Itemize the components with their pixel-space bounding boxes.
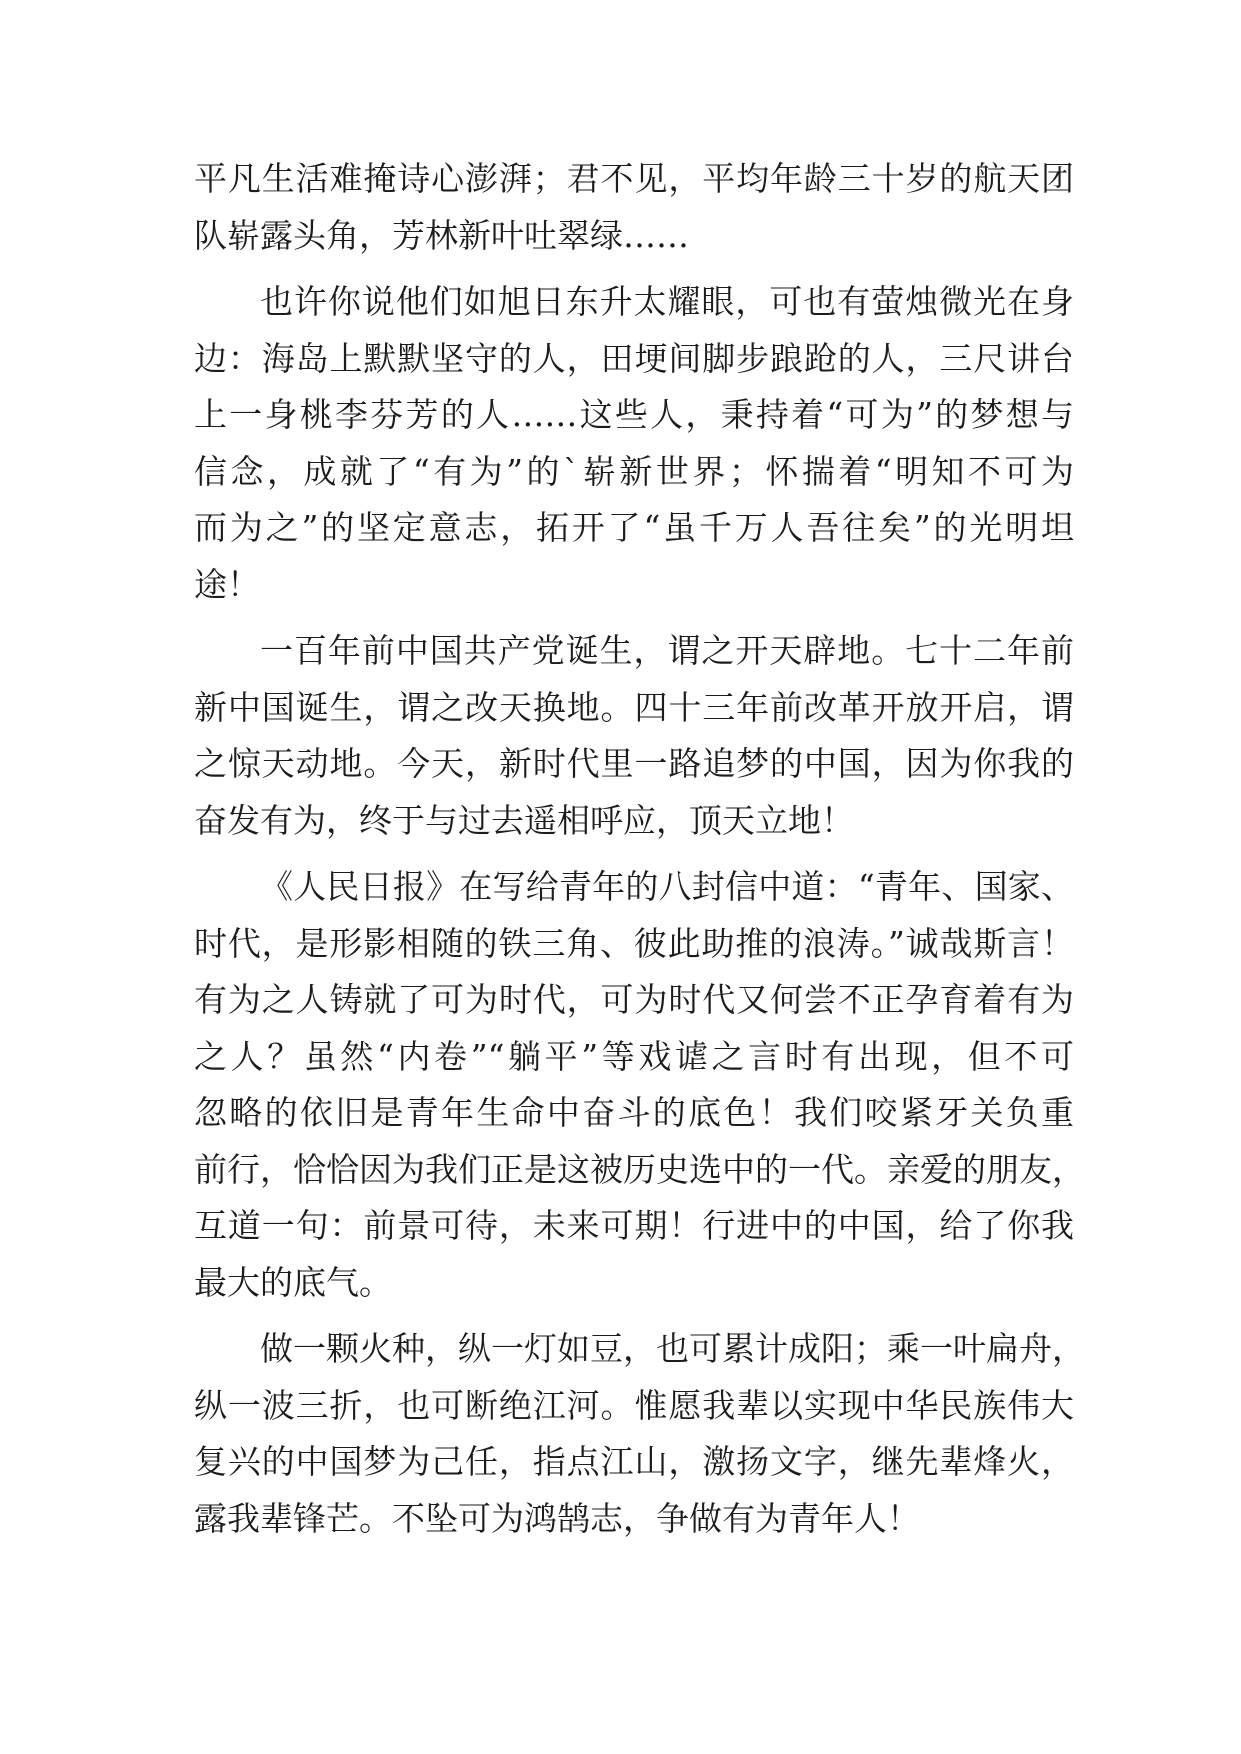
text-line: 前行，恰恰因为我们正是这被历史选中的一代。亲爱的朋友， bbox=[194, 1149, 1085, 1189]
paragraph bbox=[194, 151, 1074, 264]
text-line: 最大的底气。 bbox=[194, 1262, 392, 1302]
paragraph-gap bbox=[194, 264, 1074, 274]
text-line: 露我辈锋芒。不坠可为鸿鹄志，争做有为青年人！ bbox=[194, 1498, 920, 1538]
text-line: 纵一波三折，也可断绝江河。惟愿我辈以实现中华民族伟大 bbox=[194, 1385, 1074, 1425]
text-line: 边：海岛上默默坚守的人，田埂间脚步踉跄的人，三尺讲台 bbox=[194, 338, 1074, 378]
text-line: 之人？虽然“内卷”“躺平”等戏谑之言时有出现，但不可 bbox=[194, 1036, 1074, 1076]
paragraph-gap bbox=[194, 849, 1074, 859]
text-line: 奋发有为，终于与过去遥相呼应，顶天立地！ bbox=[194, 800, 854, 840]
text-line: 信念，成就了“有为”的`崭新世界；怀揣着“明知不可为 bbox=[194, 451, 1074, 491]
paragraph-gap bbox=[194, 1311, 1074, 1321]
text-line: 忽略的依旧是青年生命中奋斗的底色！我们咬紧牙关负重 bbox=[194, 1093, 1074, 1132]
text-line: 一百年前中国共产党诞生，谓之开天辟地。七十二年前 bbox=[260, 631, 1074, 670]
text-line: 之惊天动地。今天，新时代里一路追梦的中国，因为你我的 bbox=[194, 744, 1074, 783]
paragraph bbox=[194, 1321, 1085, 1547]
text-line: 时代，是形影相随的铁三角、彼此助推的浪涛。”诚哉斯言！ bbox=[194, 923, 1074, 963]
text-line: 《人民日报》在写给青年的八封信中道：“青年、国家、 bbox=[260, 867, 1074, 906]
paragraph bbox=[194, 623, 1074, 849]
text-line: 做一颗火种，纵一灯如豆，也可累计成阳；乘一叶扁舟， bbox=[260, 1329, 1085, 1368]
paragraph-gap bbox=[194, 613, 1074, 623]
paragraph bbox=[194, 274, 1074, 613]
text-line: 途！ bbox=[194, 564, 260, 604]
text-line: 上一身桃李芬芳的人……这些人，秉持着“可为”的梦想与 bbox=[194, 395, 1074, 434]
text-line: 也许你说他们如旭日东升太耀眼，可也有萤烛微光在身 bbox=[260, 282, 1074, 321]
text-line: 新中国诞生，谓之改天换地。四十三年前改革开放开启，谓 bbox=[194, 687, 1074, 727]
text-line: 而为之”的坚定意志，拓开了“虽千万人吾往矣”的光明坦 bbox=[194, 508, 1074, 547]
paragraph bbox=[194, 859, 1085, 1311]
text-line: 互道一句：前景可待，未来可期！行进中的中国，给了你我 bbox=[194, 1206, 1074, 1245]
text-line: 有为之人铸就了可为时代，可为时代又何尝不正孕育着有为 bbox=[194, 980, 1074, 1019]
text-line: 队崭露头角，芳林新叶吐翠绿…… bbox=[194, 215, 689, 255]
text-line: 复兴的中国梦为己任，指点江山，激扬文字，继先辈烽火， bbox=[194, 1442, 1074, 1481]
text-line: 平凡生活难掩诗心澎湃；君不见，平均年龄三十岁的航天团 bbox=[194, 159, 1074, 198]
document-body bbox=[194, 151, 1085, 1547]
